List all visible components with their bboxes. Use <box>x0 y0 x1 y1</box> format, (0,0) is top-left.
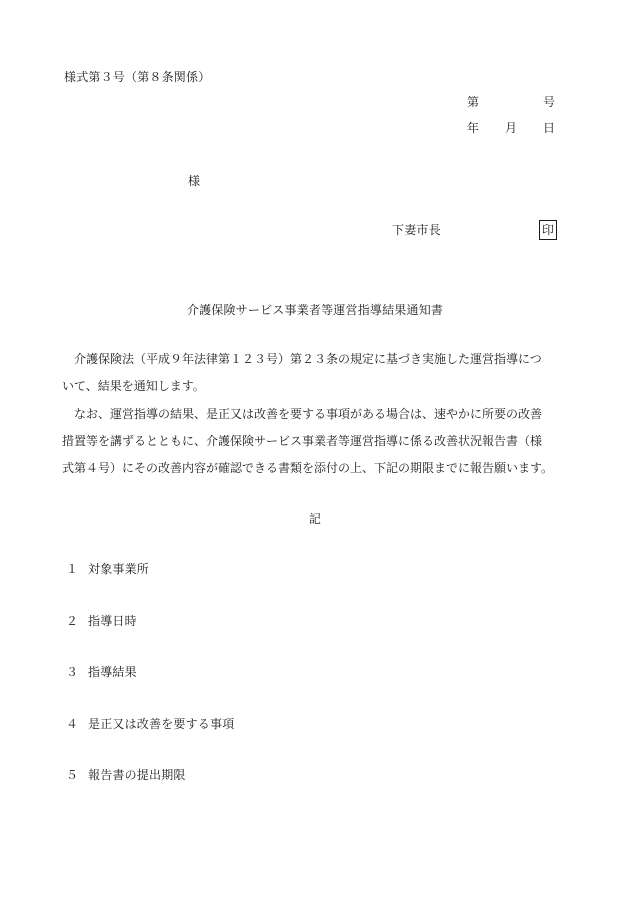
item-label: 是正又は改善を要する事項 <box>88 717 235 731</box>
issuer-name: 下妻市長 <box>392 223 441 237</box>
paragraph-2-line: 式第４号）にその改善内容が確認できる書類を添付の上、下記の期限までに報告願います。 <box>62 461 554 475</box>
list-item <box>66 665 137 679</box>
paragraph-1-line: 介護保険法（平成９年法律第１２３号）第２３条の規定に基づき実施した運営指導につ <box>62 352 542 366</box>
item-number: ２ <box>66 614 79 628</box>
date-month: 月 <box>505 121 518 135</box>
list-item <box>66 768 186 782</box>
item-label: 指導結果 <box>88 665 137 679</box>
item-number: １ <box>66 562 79 576</box>
number-suffix: 号 <box>543 95 556 109</box>
list-item <box>66 717 234 731</box>
ki-heading: 記 <box>308 512 322 526</box>
item-number: ４ <box>66 717 79 731</box>
recipient-suffix: 様 <box>188 174 201 188</box>
date-day: 日 <box>543 121 556 135</box>
document-title: 介護保険サービス事業者等運営指導結果通知書 <box>186 303 444 317</box>
item-number: ３ <box>66 665 79 679</box>
item-label: 報告書の提出期限 <box>88 768 186 782</box>
paragraph-2-line: なお、運営指導の結果、是正又は改善を要する事項がある場合は、速やかに所要の改善 <box>62 407 543 421</box>
date-year: 年 <box>467 121 480 135</box>
list-item <box>66 614 137 628</box>
number-prefix: 第 <box>467 95 480 109</box>
list-item <box>66 562 149 576</box>
item-number: ５ <box>66 768 79 782</box>
item-label: 指導日時 <box>88 614 137 628</box>
item-label: 対象事業所 <box>88 562 150 576</box>
paragraph-1-line: いて、結果を通知します。 <box>62 379 205 393</box>
form-number: 様式第３号（第８条関係） <box>64 70 211 84</box>
paragraph-2-line: 措置等を講ずるとともに、介護保険サービス事業者等運営指導に係る改善状況報告書（様 <box>62 434 543 448</box>
seal-box: 印 <box>539 220 557 240</box>
